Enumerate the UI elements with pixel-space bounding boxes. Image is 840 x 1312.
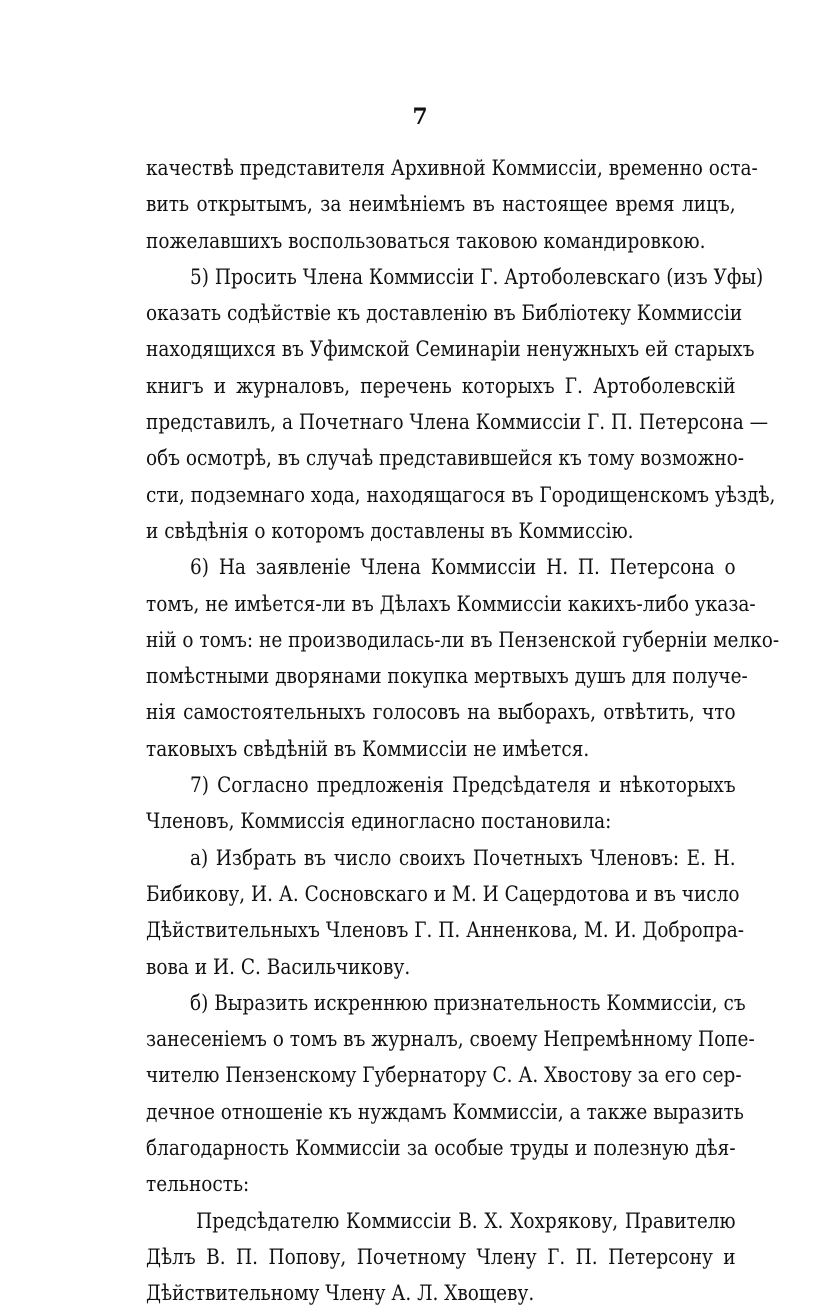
text-line: благодарность Коммиссіи за особые труды и полезную дѣя- <box>146 1136 736 1161</box>
text-line: вить открытымъ, за неимѣніемъ въ настоящее время лицъ, <box>146 192 736 217</box>
text-line: сти, подземнаго хода, находящагося въ Городищенскомъ уѣздѣ, <box>146 482 776 507</box>
text-line: 7) Согласно предложенія Предсѣдателя и нѣкоторыхъ <box>190 773 736 798</box>
text-line: Бибикову, И. А. Сосновскаго и М. И Сацердотова и въ число <box>146 881 740 906</box>
text-line: таковыхъ свѣдѣній въ Коммиссіи не имѣется. <box>146 736 590 761</box>
text-line: ній о томъ: не производилась-ли въ Пензенской губерніи мелко- <box>146 627 780 652</box>
text-line: Дѣйствительному Члену А. Л. Хвощеву. <box>146 1281 535 1306</box>
text-line: представилъ, а Почетнаго Члена Коммиссіи Г. П. Петерсона — <box>146 410 769 435</box>
text-line: занесеніемъ о томъ въ журналъ, своему Непремѣнному Попе- <box>146 1027 755 1052</box>
text-line: объ осмотрѣ, въ случаѣ представившейся къ тому возможно- <box>146 446 745 471</box>
text-line: дечное отношеніе къ нуждамъ Коммиссіи, а также выразить <box>146 1099 744 1124</box>
text-line: качествѣ представителя Архивной Коммиссіи, временно оста- <box>146 156 758 180</box>
text-line: б) Выразить искреннюю признательность Коммиссіи, съ <box>190 990 746 1015</box>
text-line: Членовъ, Коммиссія единогласно постановила: <box>146 809 612 834</box>
text-line: 6) На заявленіе Члена Коммиссіи Н. П. Петерсона о <box>190 555 736 580</box>
text-line: тельность: <box>146 1172 250 1197</box>
text-line: книгъ и журналовъ, перечень которыхъ Г. Артоболевскій <box>146 373 736 398</box>
text-line: пожелавшихъ воспользоваться таковою командировкою. <box>146 228 706 253</box>
text-line: вова и И. С. Васильчикову. <box>146 954 411 979</box>
text-line: нія самостоятельныхъ голосовъ на выборахъ, отвѣтить, что <box>146 700 736 725</box>
text-line: Дѣйствительныхъ Членовъ Г. П. Анненкова, М. И. Добропра- <box>146 918 745 943</box>
text-block <box>146 150 780 1312</box>
text-line: а) Избрать въ число своихъ Почетныхъ Членовъ: Е. Н. <box>190 845 736 870</box>
text-line: Дѣлъ В. П. Попову, Почетному Члену Г. П. Петерсону и <box>146 1244 736 1269</box>
text-line: 5) Просить Члена Коммиссіи Г. Артоболевскаго (изъ Уфы) <box>190 264 764 289</box>
text-line: чителю Пензенскому Губернатору С. А. Хвостову за его сер- <box>146 1063 742 1088</box>
text-line: помѣстными дворянами покупка мертвыхъ душъ для получе- <box>146 664 748 689</box>
text-line: и свѣдѣнія о которомъ доставлены въ Коммиссію. <box>146 518 634 543</box>
text-line: оказать содѣйствіе къ доставленію въ Библіотеку Коммиссіи <box>146 301 743 326</box>
page-number: 7 <box>412 104 428 130</box>
text-line: томъ, не имѣется-ли въ Дѣлахъ Коммиссіи какихъ-либо указа- <box>146 591 756 616</box>
text-line: находящихся въ Уфимской Семинаріи ненужныхъ ей старыхъ <box>146 337 755 362</box>
text-line: Предсѣдателю Коммиссіи В. Х. Хохрякову, Правителю <box>196 1208 736 1233</box>
